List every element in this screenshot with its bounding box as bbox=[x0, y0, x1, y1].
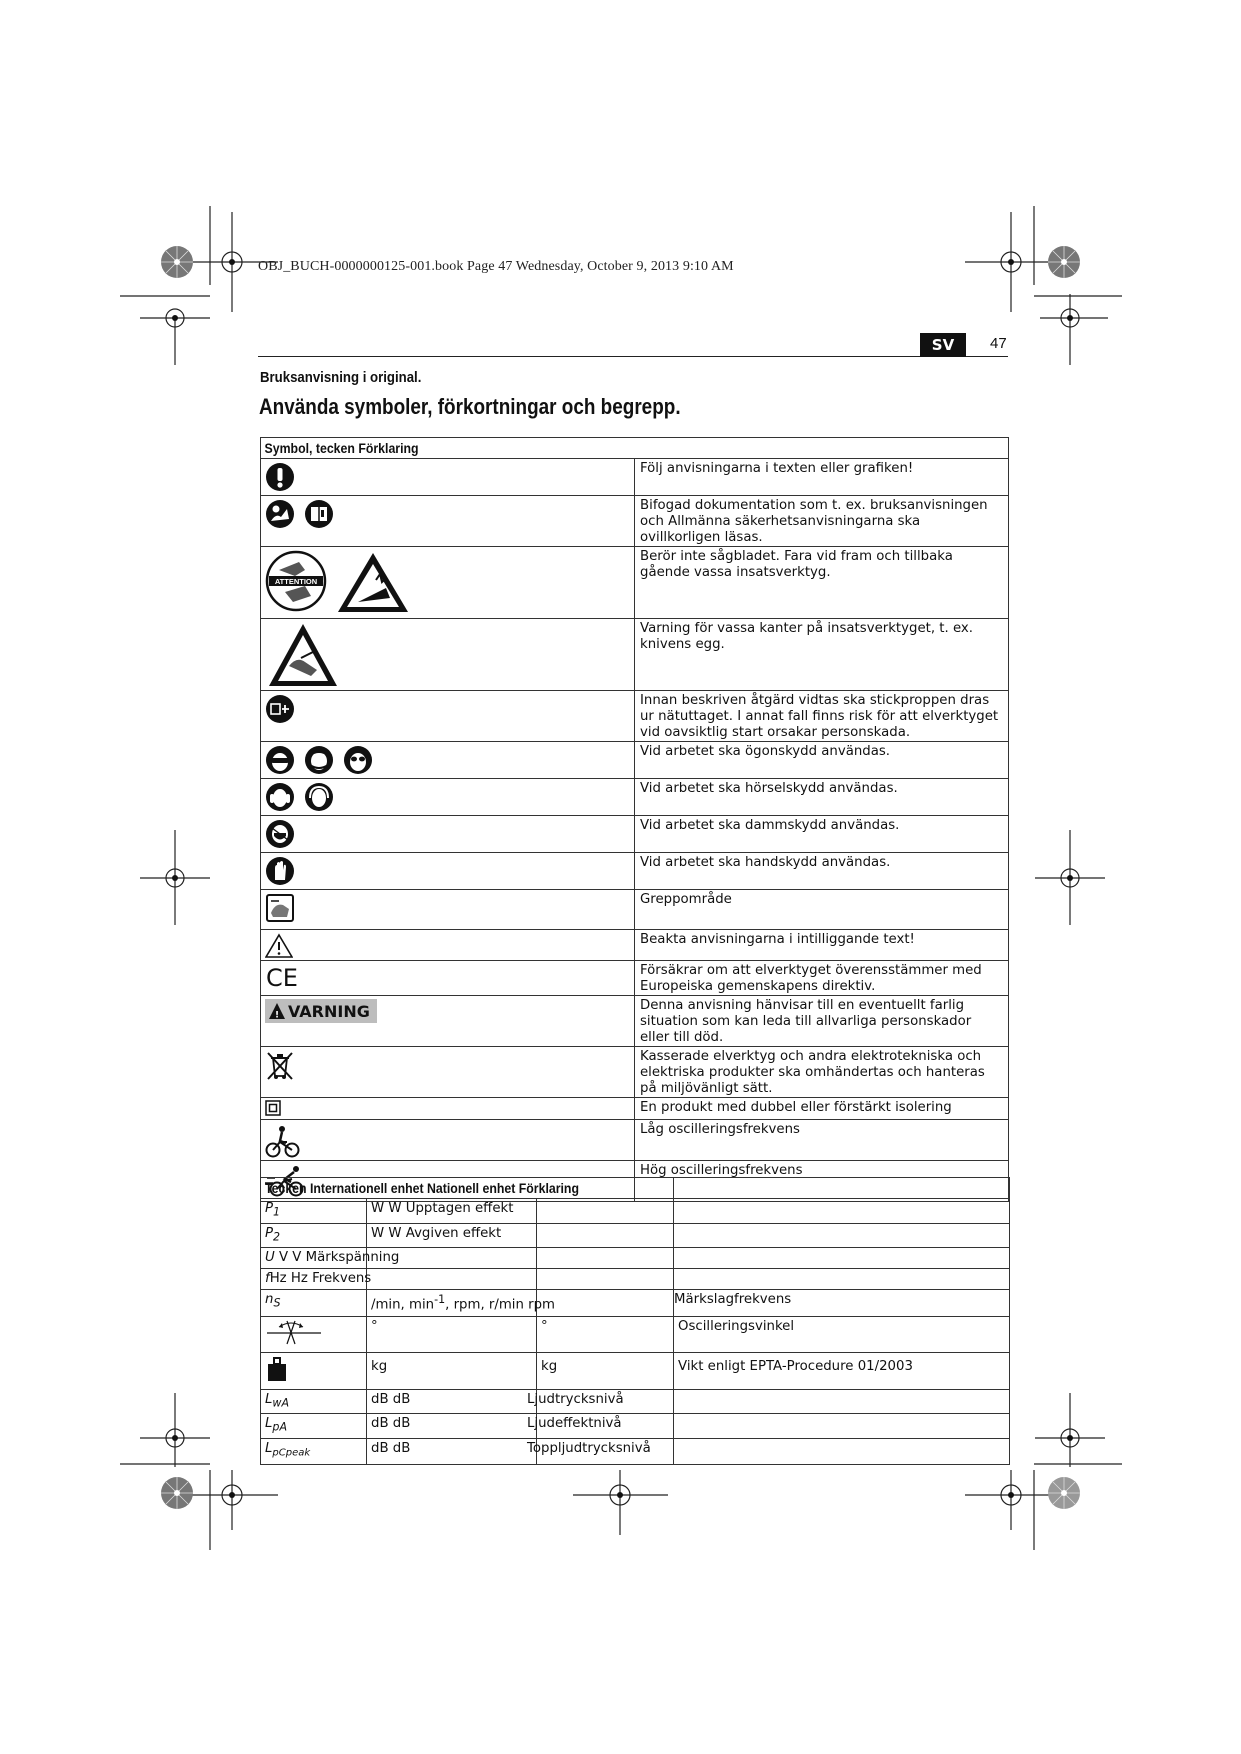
double-insulation-icon bbox=[265, 1100, 281, 1116]
symbol-cell bbox=[261, 691, 635, 742]
attention-blade-icon bbox=[265, 550, 327, 612]
unit-cell: Vikt enligt EPTA-Procedure 01/2003 bbox=[674, 1352, 1010, 1389]
weee-bin-icon bbox=[265, 1050, 295, 1082]
units-table-header bbox=[261, 1178, 1010, 1199]
unit-symbol-cell bbox=[261, 1316, 367, 1352]
explanation-cell: Hög oscilleringsfrekvens bbox=[635, 1161, 1009, 1202]
table-row bbox=[261, 1414, 1010, 1439]
dust-mask-icon bbox=[265, 819, 295, 849]
unit-cell bbox=[674, 1389, 1010, 1414]
symbol-cell bbox=[261, 890, 635, 930]
table-row bbox=[261, 890, 1009, 930]
unit-cell bbox=[674, 1199, 1010, 1224]
unit-cell bbox=[537, 1290, 674, 1316]
sym-lpc-sub: pCpeak bbox=[272, 1447, 311, 1459]
table-row bbox=[261, 779, 1009, 816]
unit-cell: W W Avgiven effekt bbox=[367, 1223, 537, 1248]
unit-symbol-cell bbox=[261, 1389, 367, 1414]
exclamation-mandatory-icon bbox=[265, 462, 295, 492]
symbol-cell bbox=[261, 459, 635, 496]
sym-lwa-sub: wA bbox=[272, 1396, 290, 1410]
symbols-header-cell bbox=[261, 438, 1009, 459]
explanation-cell: Bifogad dokumentation som t. ex. bruksanvisningen och Allmänna säkerhetsanvisningarna ska ovillkorligen läsas. bbox=[635, 496, 1009, 547]
table-row bbox=[261, 1269, 1010, 1290]
table-row bbox=[261, 1316, 1010, 1352]
read-manual-icon bbox=[265, 499, 295, 529]
explanation-cell: Beakta anvisningarna i intilliggande text! bbox=[635, 930, 1009, 961]
explanation-cell: Denna anvisning hänvisar till en eventuellt farlig situation som kan leda till allvarliga personskador eller till död. bbox=[635, 996, 1009, 1047]
table-row bbox=[261, 742, 1009, 779]
unit-cell bbox=[537, 1199, 674, 1224]
sym-p: P bbox=[265, 1225, 274, 1241]
table-row bbox=[261, 816, 1009, 853]
unit-symbol-cell bbox=[261, 1248, 400, 1269]
explanation-cell: Kasserade elverktyg och andra elektrotekniska och elektriska produkter ska omhändertas och hanteras på miljövänligt sätt. bbox=[635, 1047, 1009, 1098]
table-row bbox=[261, 853, 1009, 890]
svg-text:!: ! bbox=[274, 1010, 280, 1021]
unit-symbol-cell bbox=[261, 1199, 367, 1224]
table-row bbox=[261, 930, 1009, 961]
slow-bicycle-icon bbox=[265, 1123, 301, 1159]
page-number: 47 bbox=[990, 335, 1007, 352]
unit-cell: ° bbox=[367, 1316, 537, 1352]
gloves-icon bbox=[265, 856, 295, 886]
table-row bbox=[261, 1120, 1009, 1161]
header-rule bbox=[258, 356, 1008, 357]
explanation-cell: Försäkrar om att elverktyget överensstämmer med Europeiska gemenskapens direktiv. bbox=[635, 961, 1009, 996]
ear-muffs-icon bbox=[304, 782, 334, 812]
sym-ns-sub: S bbox=[273, 1296, 281, 1310]
unit-cell bbox=[674, 1414, 1010, 1439]
unit-cell bbox=[367, 1290, 556, 1316]
varning-label-icon bbox=[265, 999, 377, 1023]
page-title: Använda symboler, förkortningar och begrepp. bbox=[259, 394, 681, 419]
symbol-cell bbox=[261, 496, 635, 547]
symbol-cell bbox=[261, 1120, 635, 1161]
weight-icon bbox=[265, 1356, 289, 1382]
unit-symbol-cell bbox=[261, 1352, 367, 1389]
unit-cell: Ljudtrycksnivå bbox=[527, 1389, 664, 1414]
unit-cell: kg bbox=[537, 1352, 674, 1389]
units-table bbox=[260, 1177, 1010, 1465]
explanation-cell: Greppområde bbox=[635, 890, 1009, 930]
unit-cell bbox=[674, 1439, 1010, 1465]
ear-protection-icon bbox=[265, 782, 295, 812]
table-row bbox=[261, 1199, 1010, 1224]
symbol-cell bbox=[261, 742, 635, 779]
explanation-cell: Låg oscilleringsfrekvens bbox=[635, 1120, 1009, 1161]
subtitle: Bruksanvisning i original. bbox=[260, 369, 422, 386]
symbol-cell bbox=[261, 1047, 635, 1098]
table-row bbox=[261, 1352, 1010, 1389]
sym-p1-sub: 1 bbox=[273, 1205, 281, 1219]
sym-f-rest: Hz Hz Frekvens bbox=[269, 1271, 372, 1287]
table-row bbox=[261, 1389, 1010, 1414]
table-row bbox=[261, 459, 1009, 496]
table-row bbox=[261, 691, 1009, 742]
manual-book-icon bbox=[304, 499, 334, 529]
table-row bbox=[261, 1047, 1009, 1098]
unit-cell bbox=[537, 1269, 674, 1290]
symbol-cell bbox=[261, 816, 635, 853]
rpm-b: , rpm, r/min rpm bbox=[445, 1297, 556, 1313]
unit-cell: Oscilleringsvinkel bbox=[674, 1316, 1010, 1352]
unit-cell bbox=[537, 1248, 674, 1269]
sym-p: P bbox=[265, 1201, 274, 1216]
unit-cell: Märkslagfrekvens bbox=[674, 1290, 1010, 1316]
units-header-empty bbox=[674, 1178, 1010, 1199]
unit-cell bbox=[674, 1248, 1010, 1269]
language-badge: SV bbox=[920, 333, 966, 357]
unit-cell: W W Upptagen effekt bbox=[367, 1199, 537, 1224]
rpm-a: /min, min bbox=[371, 1297, 435, 1313]
unit-symbol-cell bbox=[261, 1223, 367, 1248]
table-row bbox=[261, 496, 1009, 547]
symbol-cell bbox=[261, 930, 635, 961]
sym-l: L bbox=[265, 1441, 273, 1457]
table-row bbox=[261, 961, 1009, 996]
sym-u: U bbox=[265, 1250, 275, 1266]
warning-triangle-outline-icon bbox=[265, 933, 293, 959]
symbol-cell bbox=[261, 1098, 635, 1120]
unit-cell: kg bbox=[367, 1352, 537, 1389]
unit-cell: dB dB bbox=[367, 1439, 537, 1465]
unit-cell bbox=[674, 1223, 1010, 1248]
unit-cell: Toppljudtrycksnivå bbox=[527, 1439, 664, 1465]
unit-cell: dB dB bbox=[367, 1414, 537, 1439]
table-row bbox=[261, 1439, 1010, 1465]
warning-saw-blade-icon bbox=[336, 550, 410, 614]
explanation-cell: Vid arbetet ska handskydd användas. bbox=[635, 853, 1009, 890]
explanation-cell: Varning för vassa kanter på insatsverktyget, t. ex. knivens egg. bbox=[635, 619, 1009, 691]
sym-u-rest: V V Märkspänning bbox=[278, 1250, 400, 1266]
explanation-cell: Innan beskriven åtgärd vidtas ska stickproppen dras ur nätuttaget. I annat fall finns risk för att elverktyget vid oavsiktlig start orsakar personskada. bbox=[635, 691, 1009, 742]
book-line: OBJ_BUCH-0000000125-001.book Page 47 Wednesday, October 9, 2013 9:10 AM bbox=[258, 259, 734, 274]
sym-l: L bbox=[265, 1416, 273, 1432]
table-row bbox=[261, 547, 1009, 619]
units-header-cell bbox=[261, 1178, 674, 1199]
ce-mark-icon bbox=[265, 964, 305, 990]
symbol-cell bbox=[261, 961, 635, 996]
eye-protection-icon bbox=[265, 745, 295, 775]
explanation-cell: Vid arbetet ska hörselskydd användas. bbox=[635, 779, 1009, 816]
unit-symbol-cell bbox=[261, 1269, 372, 1290]
explanation-cell: Följ anvisningarna i texten eller grafiken! bbox=[635, 459, 1009, 496]
grip-area-icon bbox=[265, 893, 295, 923]
unit-cell: ° bbox=[537, 1316, 674, 1352]
face-shield-icon bbox=[304, 745, 334, 775]
rpm-sup: -1 bbox=[434, 1293, 446, 1307]
unplug-icon bbox=[265, 694, 295, 724]
unit-cell bbox=[674, 1269, 1010, 1290]
goggles-icon bbox=[343, 745, 373, 775]
warning-sharp-edge-icon bbox=[267, 622, 339, 688]
varning-label: VARNING bbox=[288, 1002, 370, 1021]
ce-text: CE bbox=[266, 964, 298, 990]
table-row bbox=[261, 1290, 1010, 1316]
symbol-cell bbox=[261, 619, 635, 691]
explanation-cell: Vid arbetet ska ögonskydd användas. bbox=[635, 742, 1009, 779]
table-row bbox=[261, 1223, 1010, 1248]
unit-cell bbox=[537, 1223, 674, 1248]
symbol-cell bbox=[261, 853, 635, 890]
symbols-header-text: Symbol, tecken Förklaring bbox=[264, 440, 419, 456]
symbol-cell bbox=[261, 996, 635, 1047]
sym-n: n bbox=[265, 1292, 274, 1308]
explanation-cell: Berör inte sågbladet. Fara vid fram och tillbaka gående vassa insatsverktyg. bbox=[635, 547, 1009, 619]
explanation-cell: Vid arbetet ska dammskydd användas. bbox=[635, 816, 1009, 853]
unit-cell bbox=[367, 1269, 537, 1290]
unit-cell: dB dB bbox=[367, 1389, 537, 1414]
unit-cell: Ljudeffektnivå bbox=[527, 1414, 664, 1439]
sym-p2-sub: 2 bbox=[273, 1230, 281, 1244]
unit-symbol-cell bbox=[261, 1439, 367, 1465]
table-row bbox=[261, 619, 1009, 691]
unit-symbol-cell bbox=[261, 1290, 367, 1316]
units-header-text: Tecken Internationell enhet Nationell enhet Förklaring bbox=[265, 1180, 579, 1196]
symbol-cell bbox=[261, 779, 635, 816]
sym-f: f bbox=[265, 1271, 270, 1287]
attention-label: ATTENTION bbox=[274, 577, 318, 586]
explanation-cell: En produkt med dubbel eller förstärkt isolering bbox=[635, 1098, 1009, 1120]
symbols-table bbox=[260, 437, 1009, 1202]
symbol-cell bbox=[261, 547, 635, 619]
unit-symbol-cell bbox=[261, 1414, 367, 1439]
oscillation-angle-icon bbox=[265, 1317, 325, 1345]
table-row bbox=[261, 1248, 1010, 1269]
table-row bbox=[261, 1098, 1009, 1120]
sym-lpa-sub: pA bbox=[272, 1421, 288, 1435]
symbols-table-header bbox=[261, 438, 1009, 459]
table-row bbox=[261, 996, 1009, 1047]
sym-l: L bbox=[265, 1391, 273, 1407]
